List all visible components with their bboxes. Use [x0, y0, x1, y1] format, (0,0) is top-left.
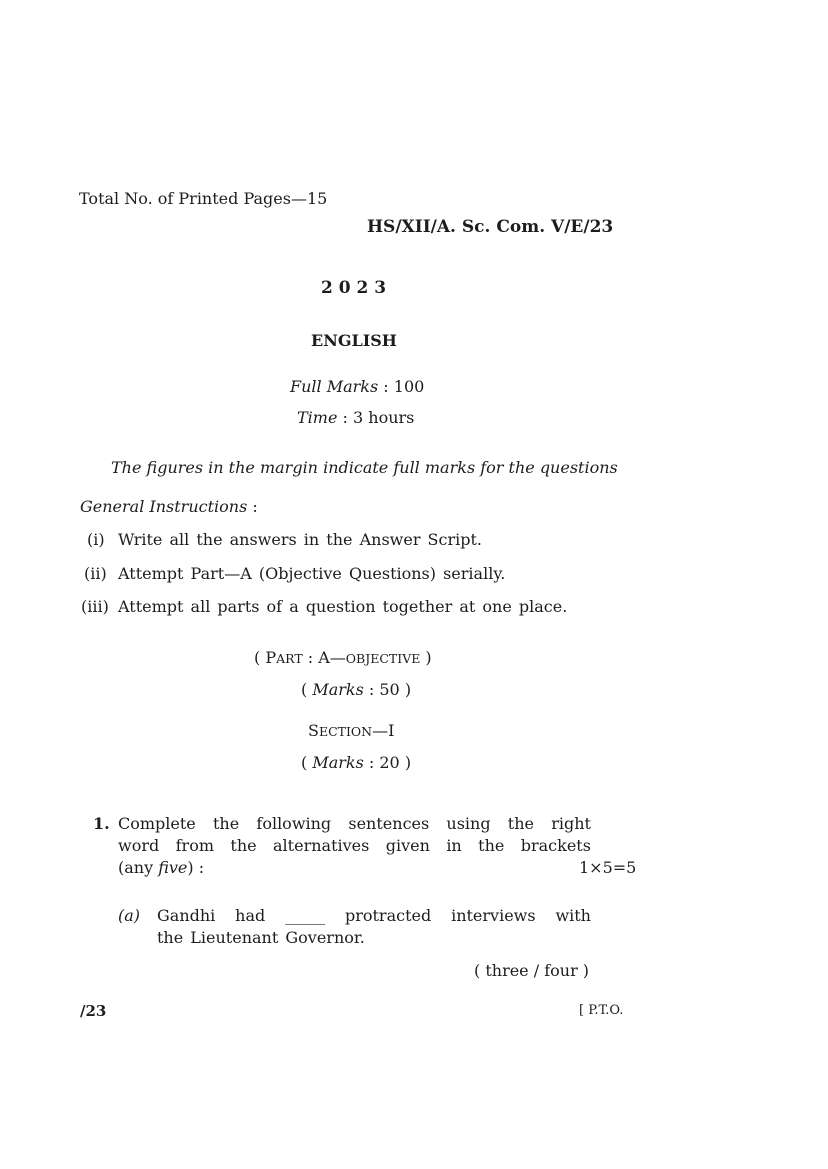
part-heading — [254, 648, 432, 667]
exam-subject: ENGLISH — [311, 331, 397, 350]
time-label: Time — [297, 408, 338, 427]
subquestion-label: (a) — [118, 906, 141, 925]
subquestion-line: the Lieutenant Governor. — [157, 928, 365, 947]
subquestion-options: ( three / four ) — [474, 961, 590, 980]
instruction-text: Attempt all parts of a question together at one place. — [118, 597, 568, 616]
printed-pages-count: Total No. of Printed Pages—15 — [79, 189, 328, 208]
instruction-text: Write all the answers in the Answer Script. — [118, 530, 482, 549]
question-word: from — [175, 836, 214, 855]
question-word: the — [212, 814, 240, 833]
subquestion-line — [157, 906, 591, 925]
question-word: the — [230, 836, 257, 855]
part-objective: OBJECTIVE — [345, 651, 421, 666]
section-marks — [301, 753, 411, 772]
question-any-pre: (any — [118, 858, 159, 877]
exam-time — [297, 408, 414, 427]
subquestion-word: Gandhi — [157, 906, 216, 925]
instruction-text: Attempt Part—A (Objective Questions) serially. — [118, 564, 506, 583]
subquestion-word: with — [555, 906, 591, 925]
question-any-italic: five — [158, 858, 188, 877]
part-open: ( — [254, 648, 266, 667]
general-instructions-heading — [80, 497, 258, 516]
question-word: Complete — [118, 814, 196, 833]
question-word: alternatives — [273, 836, 370, 855]
general-instructions-colon: : — [247, 497, 258, 516]
paper-code: HS/XII/A. Sc. Com. V/E/23 — [367, 217, 614, 237]
question-line — [118, 858, 204, 877]
question-word: brackets — [520, 836, 591, 855]
section-marks-open: ( — [301, 753, 313, 772]
question-number: 1. — [93, 814, 110, 833]
instruction-num: (ii) — [84, 564, 107, 583]
question-word: using — [446, 814, 491, 833]
question-word: given — [385, 836, 430, 855]
part-marks-value: : 50 ) — [363, 680, 412, 699]
general-instructions-label: General Instructions — [80, 497, 248, 516]
question-marks: 1×5=5 — [579, 858, 637, 877]
section-numeral: —I — [372, 721, 395, 740]
full-marks — [290, 377, 424, 396]
subquestion-blank: _____ — [285, 906, 326, 925]
footer-pto: [ P.T.O. — [579, 1003, 624, 1018]
question-word: following — [256, 814, 332, 833]
section-s-small: ECTION — [318, 724, 373, 739]
subquestion-word: interviews — [451, 906, 536, 925]
part-mid: : A— — [302, 648, 346, 667]
question-word: in — [446, 836, 462, 855]
question-word: right — [551, 814, 591, 833]
question-line — [118, 814, 591, 833]
question-word: the — [478, 836, 505, 855]
full-marks-value: : 100 — [378, 377, 425, 396]
section-marks-label: Marks — [312, 753, 364, 772]
instruction-num: (iii) — [81, 597, 109, 616]
question-word: sentences — [348, 814, 430, 833]
part-marks-label: Marks — [312, 680, 364, 699]
time-value: : 3 hours — [337, 408, 415, 427]
section-marks-value: : 20 ) — [363, 753, 412, 772]
question-word: the — [507, 814, 534, 833]
question-line — [118, 836, 591, 855]
question-any-post: ) : — [187, 858, 205, 877]
part-close: ) — [420, 648, 432, 667]
footer-code: /23 — [80, 1002, 107, 1020]
question-word: word — [118, 836, 160, 855]
part-marks-open: ( — [301, 680, 313, 699]
subquestion-word: protracted — [344, 906, 432, 925]
part-marks — [301, 680, 411, 699]
part-p-big: P — [265, 648, 277, 667]
subquestion-word: had — [235, 906, 266, 925]
margin-note: The figures in the margin indicate full marks for the questions — [111, 458, 618, 477]
exam-year: 2 0 2 3 — [321, 278, 387, 298]
instruction-num: (i) — [87, 530, 105, 549]
section-s-big: S — [308, 721, 319, 740]
full-marks-label: Full Marks — [290, 377, 379, 396]
section-heading — [308, 721, 394, 740]
part-p-small: ART — [276, 651, 303, 666]
